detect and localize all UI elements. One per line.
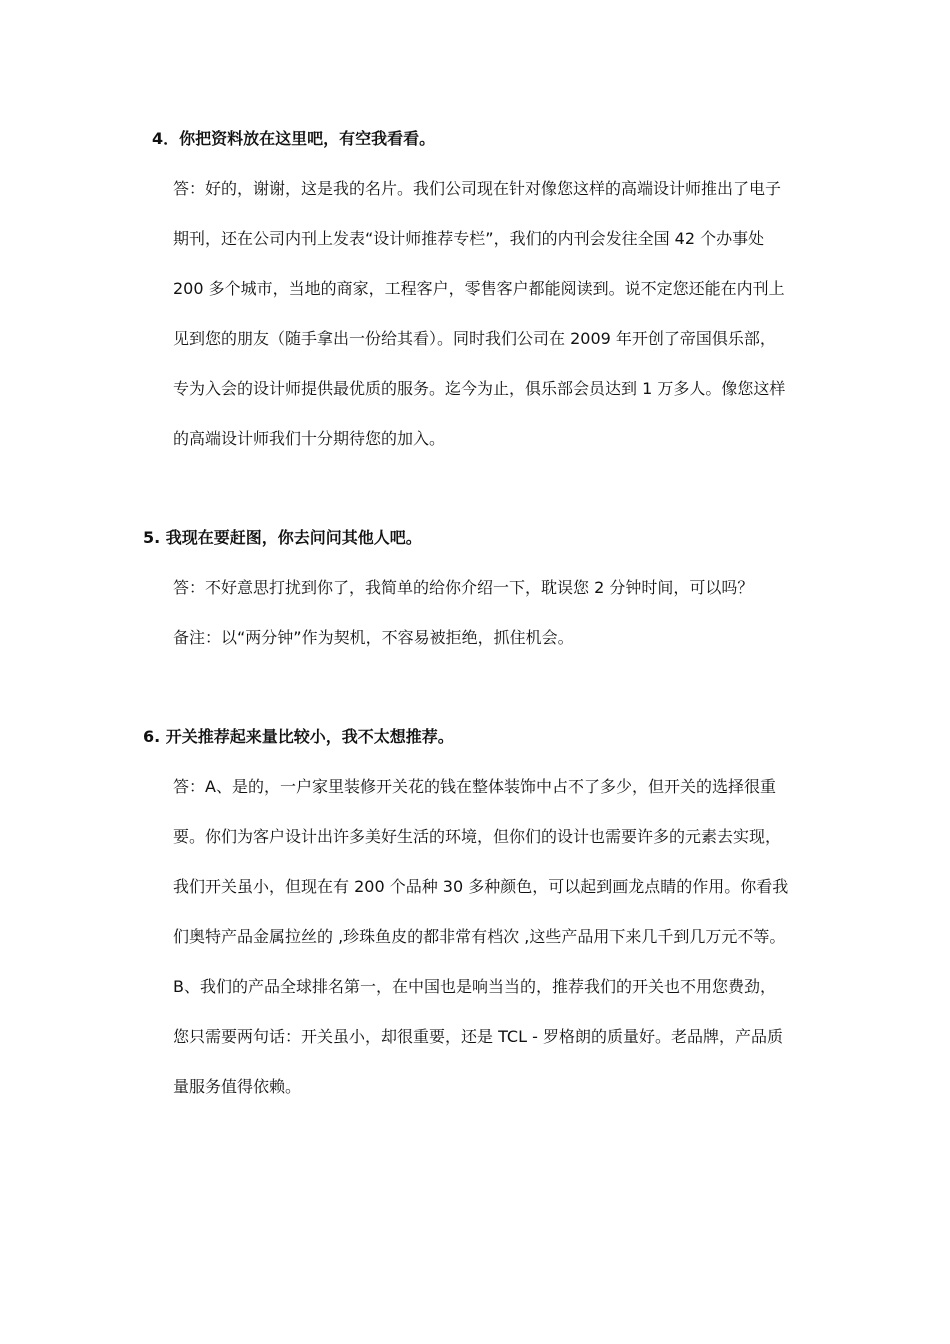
- answer-line: 答：好的，谢谢，这是我的名片。我们公司现在针对像您这样的高端设计师推出了电子: [173, 179, 782, 198]
- answer-line: 答：不好意思打扰到你了，我简单的给你介绍一下，耽误您 2 分钟时间，可以吗？: [173, 578, 754, 597]
- answer-line: 您只需要两句话：开关虽小，却很重要，还是 TCL - 罗格朗的质量好。老品牌，产品质: [173, 1027, 783, 1046]
- answer-line: 要。你们为客户设计出许多美好生活的环境，但你们的设计也需要许多的元素去实现，: [173, 827, 782, 846]
- answer-line: 量服务值得依赖。: [173, 1077, 302, 1096]
- answer-line: 见到您的朋友（随手拿出一份给其看）。同时我们公司在 2009 年开创了帝国俱乐部，: [173, 329, 776, 348]
- answer-line: 专为入会的设计师提供最优质的服务。迄今为止，俱乐部会员达到 1 万多人。像您这样: [173, 379, 786, 398]
- note-line: 备注：以“两分钟”作为契机，不容易被拒绝，抓住机会。: [173, 628, 574, 647]
- answer-line: 答：A、是的，一户家里装修开关花的钱在整体装饰中占不了多少，但开关的选择很重: [173, 777, 776, 796]
- answer-line: 200 多个城市，当地的商家，工程客户，零售客户都能阅读到。说不定您还能在内刊上: [173, 279, 785, 298]
- answer-line: 我们开关虽小，但现在有 200 个品种 30 多种颜色，可以起到画龙点睛的作用。你看我: [173, 877, 789, 896]
- answer-line: B、我们的产品全球排名第一，在中国也是响当当的，推荐我们的开关也不用您费劲，: [173, 977, 776, 996]
- question-heading-6: 6. 开关推荐起来量比较小，我不太想推荐。: [143, 727, 454, 746]
- answer-line: 期刊，还在公司内刊上发表“设计师推荐专栏”，我们的内刊会发往全国 42 个办事处: [173, 229, 765, 248]
- question-heading-5: 5. 我现在要赶图，你去问问其他人吧。: [143, 528, 422, 547]
- answer-line: 们奥特产品金属拉丝的 ,珍珠鱼皮的都非常有档次 ,这些产品用下来几千到几万元不等。: [173, 927, 786, 946]
- answer-line: 的高端设计师我们十分期待您的加入。: [173, 429, 446, 448]
- question-heading-4: 4．你把资料放在这里吧，有空我看看。: [152, 129, 436, 148]
